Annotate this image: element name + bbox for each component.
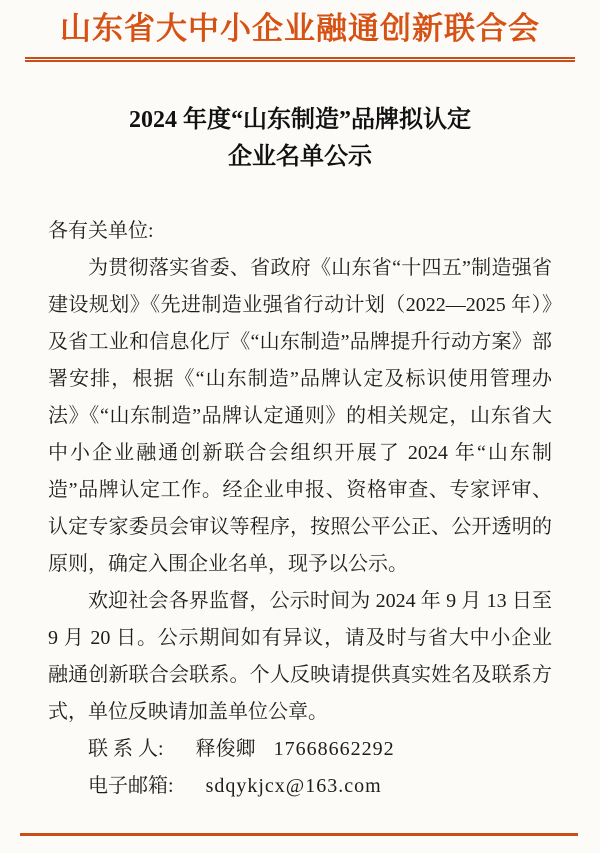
document-title-line1: 2024 年度“山东制造”品牌拟认定 bbox=[129, 107, 471, 133]
contact-person-line bbox=[48, 731, 552, 768]
document-title-line2: 企业名单公示 bbox=[228, 144, 372, 170]
contact-person-name: 释俊卿 bbox=[195, 738, 256, 760]
letterhead-double-rule bbox=[25, 57, 575, 62]
document-title bbox=[60, 102, 540, 176]
letterhead-org-name: 山东省大中小企业融通创新联合会 bbox=[60, 11, 540, 46]
contact-email-label: 电子邮箱: bbox=[88, 775, 174, 797]
contact-email-line bbox=[48, 768, 552, 805]
contact-person-phone: 17668662292 bbox=[273, 738, 395, 760]
contact-person-label: 联 系 人: bbox=[88, 738, 164, 760]
footer-rule bbox=[20, 833, 578, 836]
document-body bbox=[48, 213, 552, 805]
salutation: 各有关单位: bbox=[48, 220, 154, 242]
contact-email-value: sdqykjcx@163.com bbox=[205, 775, 382, 797]
body-paragraph-1: 为贯彻落实省委、省政府《山东省“十四五”制造强省建设规划》《先进制造业强省行动计划（2022—2025 年）》及省工业和信息化厅《“山东制造”品牌提升行动方案》部署安排，根据《“山东制造”品牌认定及标识使用管理办法》《“山东制造”品牌认定通则》的相关规定，山东省大中小企业融通创新联合会组织开展了 2024 年“山东制造”品牌认定工作。经企业申报、资格审查、专家评审、认定专家委员会审议等程序，按照公平公正、公开透明的原则，确定入围企业名单，现予以公示。 bbox=[48, 257, 552, 575]
body-paragraph-2: 欢迎社会各界监督，公示时间为 2024 年 9 月 13 日至 9 月 20 日。公示期间如有异议，请及时与省大中小企业融通创新联合会联系。个人反映请提供真实姓名及联系方式，单位反映请加盖单位公章。 bbox=[48, 590, 552, 723]
